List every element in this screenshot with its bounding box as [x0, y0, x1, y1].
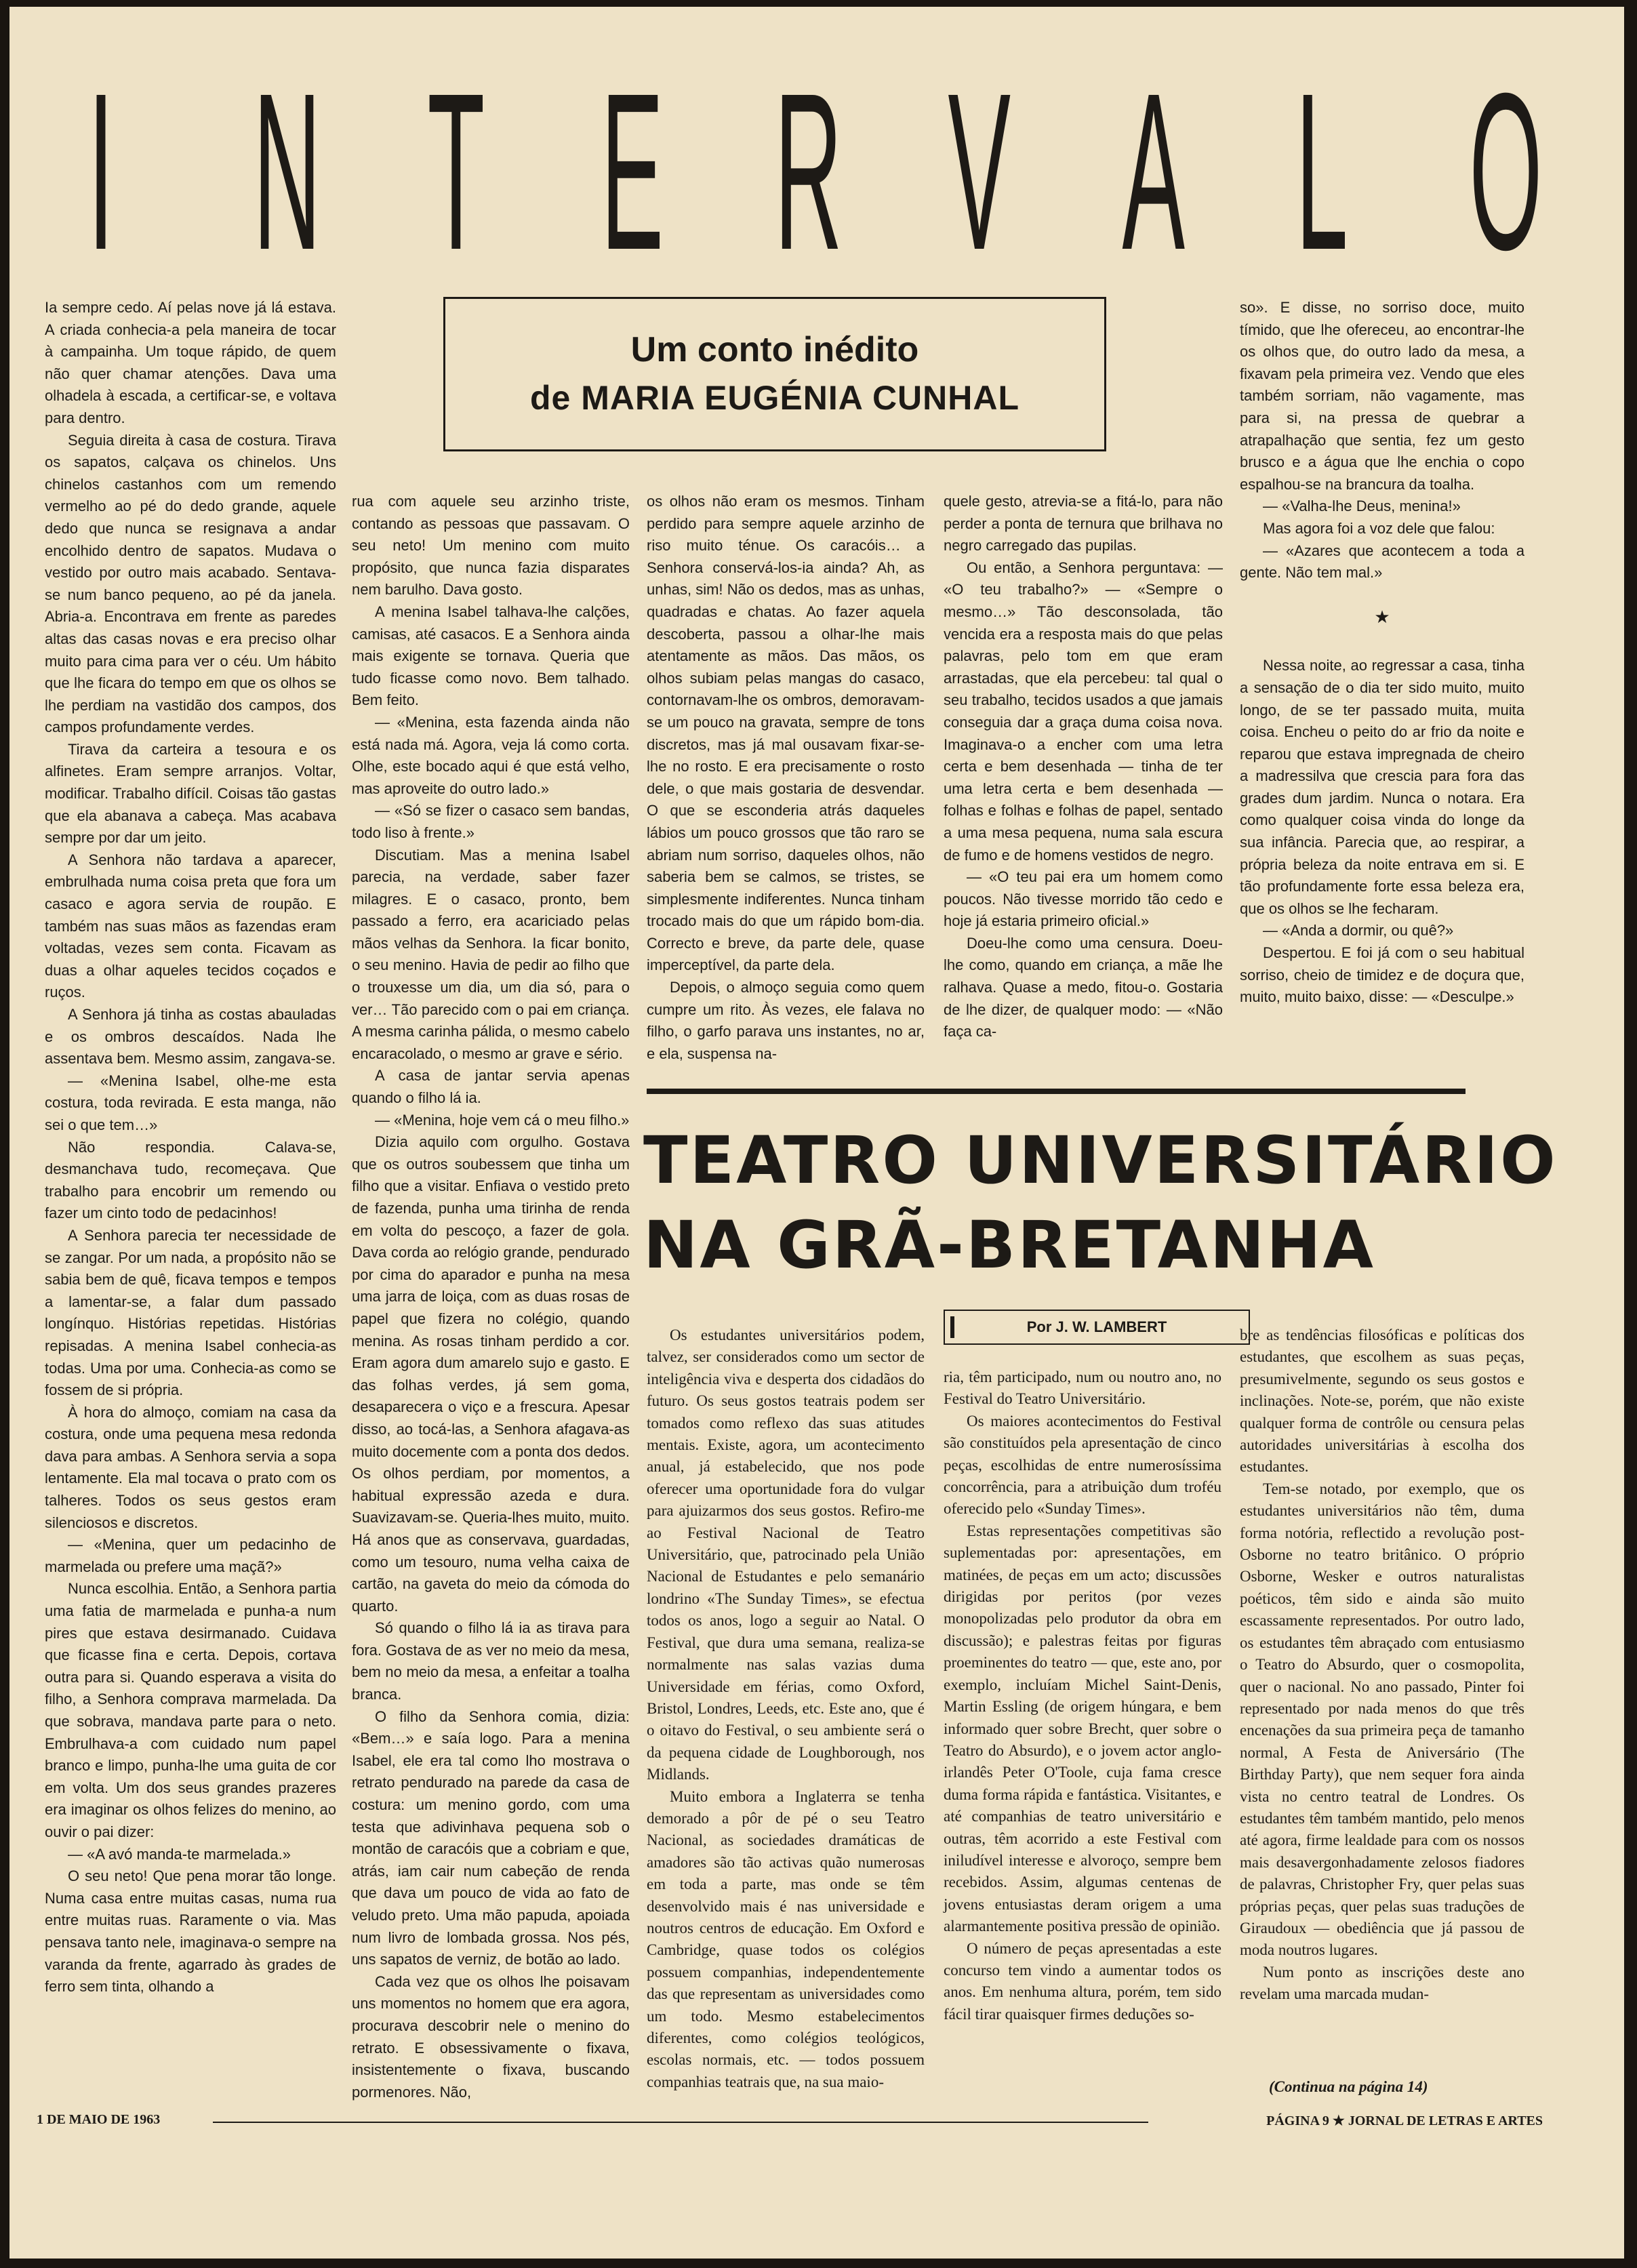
masthead-letter: I — [87, 46, 115, 296]
story-paragraph: O seu neto! Que pena morar tão longe. Numa casa entre muitas casas, numa rua entre muitas ruas. Raramente o via. Mas pensava tanto nele, imaginava-o sempre na varanda da frente, agarrado às grades de ferro sem tinta, olhando a — [45, 1867, 336, 1996]
masthead-letter: L — [1295, 46, 1348, 296]
article-paragraph: bre as tendências filosóficas e políticas dos estudantes, que escolhem as suas peças, presumivelmente, segundo os seus gostos e inclinações. Note-se, porém, que não existe qualquer forma de contrôle ou censura pelas autoridades universitárias à escolha dos estudantes. — [1240, 1327, 1524, 1476]
story-paragraph: Seguia direita à casa de costura. Tirava os sapatos, calçava os chinelos. Uns chinelos castanhos com um remendo vermelho ao pé do dedo grande, aquele dedo que nunca se resignava a andar encolhido dentro de sapatos. Mudava o vestido por outro mais acabado. Sentava-se num banco pequeno, ao pé da janela. Abria-a. Encontrava em frente as paredes altas das casas novas e era preciso olhar muito para cima para ver o céu. Um hábito que lhe ficara do tempo em que os olhos se lhe perdiam na vastidão dos campos, dos campos profundamente verdes. — [45, 431, 336, 736]
story-title: Um conto inédito — [630, 330, 919, 369]
story-paragraph: Não respondia. Calava-se, desmanchava tudo, recomeçava. Que trabalho para encobrir um remendo ou fazer um cinto todo de pedacinhos! — [45, 1138, 336, 1222]
story-paragraph: — «Valha-lhe Deus, menina!» — [1263, 498, 1461, 515]
continued-note: (Continua na página 14) — [1269, 2078, 1428, 2095]
masthead-letter: N — [253, 46, 321, 296]
article-paragraph: O número de peças apresentadas a este concurso tem vindo a aumentar todos os anos. Em nenhuma altura, porém, tem sido fácil tirar quaisquer firmes deduções so- — [944, 1939, 1221, 2023]
story-paragraph: A Senhora já tinha as costas abauladas e os ombros descaídos. Nada lhe assentava bem. Mesmo assim, zangava-se. — [45, 1006, 336, 1068]
article-byline — [944, 1310, 1250, 1345]
story-paragraph: quele gesto, atrevia-se a fitá-lo, para não perder a ponta de ternura que brilhava no negro carregado das pupilas. — [944, 493, 1223, 554]
story-paragraph: Mas agora foi a voz dele que falou: — [1263, 519, 1495, 537]
story-paragraph: Só quando o filho lá ia as tirava para fora. Gostava de as ver no meio da mesa, bem no meio da mesa, a enfeitar a toalha branca. — [352, 1619, 630, 1703]
story-paragraph: A casa de jantar servia apenas quando o filho lá ia. — [352, 1067, 630, 1107]
story-column-4 — [944, 491, 1223, 1043]
story-paragraph: — «Menina, hoje vem cá o meu filho.» — [375, 1111, 630, 1129]
footer-page-info: PÁGINA 9 ★ JORNAL DE LETRAS E ARTES — [1266, 2113, 1543, 2128]
story-column-1 — [45, 297, 336, 1998]
masthead-letter: O — [1469, 46, 1543, 296]
masthead-intervalo — [50, 46, 1543, 296]
article-divider — [647, 1089, 1466, 1094]
article-column-1 — [647, 1324, 925, 2093]
story-paragraph: À hora do almoço, comiam na casa da costura, onde uma pequena mesa redonda dava para ambas. A Senhora servia a sopa lentamente. Ela mal tocava o prato com os talheres. Todos os seus gestos eram silenciosos e discretos. — [45, 1403, 336, 1531]
story-paragraph: — «Menina, quer um pedacinho de marmelada ou prefere uma maçã?» — [45, 1536, 336, 1575]
story-paragraph: — «Só se fizer o casaco sem bandas, todo liso à frente.» — [352, 802, 630, 841]
masthead-letter: E — [601, 46, 664, 296]
story-paragraph: — «O teu pai era um homem como poucos. Não tivesse morrido tão cedo e hoje já estaria primeiro oficial.» — [944, 868, 1223, 930]
story-paragraph: Discutiam. Mas a menina Isabel parecia, na verdade, saber fazer milagres. E o casaco, pronto, bem passado a ferro, era acariciado pelas mãos velhas da Senhora. Ia ficar bonito, o seu menino. Havia de pedir ao filho que o trouxesse um dia, um dia só, para o ver… Tão parecido com o pai em criança. A mesma carinha pálida, o mesmo cabelo encaracolado, o mesmo ar grave e sério. — [352, 846, 630, 1062]
story-paragraph: — «A avó manda-te marmelada.» — [68, 1845, 291, 1863]
story-paragraph: O filho da Senhora comia, dizia: «Bem…» e saía logo. Para a menina Isabel, ele era tal como lho mostrava o retrato pendurado na parede da casa de costura: um menino gordo, com uma testa que adivinhava pequena sob o montão de caracóis que a cobriam e que, atrás, iam cair num cabeção de renda que dava um pouco de vida ao fato de veludo preto. Uma mão papuda, apoiada num livro de lombada grossa. Nos pés, uns sapatos de verniz, de botão ao lado. — [352, 1707, 630, 1968]
article-paragraph: Muito embora a Inglaterra se tenha demorado a pôr de pé o seu Teatro Nacional, as sociedades dramáticas de amadores são tão activas quão numerosas em toda a parte, mas onde se têm desenvolvido mais é nas universidade e noutros centros de educação. Em Oxford e Cambridge, quase todos os colégios possuem companhias, independentemente das que representam as universidades como um todo. Mesmo estabelecimentos diferentes, como colégios teológicos, escolas normais, etc. — todos possuem companhias teatrais que, na sua maio- — [647, 1787, 925, 2090]
story-paragraph: so». E disse, no sorriso doce, muito tímido, que lhe ofereceu, ao encontrar-lhe os olhos que, do outro lado da mesa, a fixavam pela primeira vez. Vendo que eles também sorriam, não vagamente, mas para si, na pressa de quebrar a atrapalhação que sentia, fez um gesto brusco e a água que lhe enchia o copo espalhou-se na brancura da toalha. — [1240, 299, 1524, 493]
story-paragraph: Doeu-lhe como uma censura. Doeu-lhe como, quando em criança, a mãe lhe ralhava. Quase a medo, fitou-o. Gostaria de lhe dizer, de qualquer modo: — «Não faça ca- — [944, 934, 1223, 1040]
story-paragraph: A Senhora parecia ter necessidade de se zangar. Por um nada, a propósito não se sabia bem de quê, ficava tempos e tempos a lamentar-se, a falar dum passado longínquo. Histórias repetidas. Histórias repisadas. A menina Isabel conhecia-as todas. Uma por uma. Conhecia-as como se fossem de si própria. — [45, 1226, 336, 1399]
masthead-letter: A — [1122, 46, 1185, 296]
article-paragraph: Num ponto as inscrições deste ano revelam uma marcada mudan- — [1240, 1963, 1524, 2003]
story-paragraph: A menina Isabel talhava-lhe calções, camisas, até casacos. E a Senhora ainda mais exigente se tornava. Queria que tudo ficasse como novo. Bem talhado. Bem feito. — [352, 603, 630, 709]
masthead-letter: T — [427, 46, 485, 296]
article-paragraph: Tem-se notado, por exemplo, que os estudantes universitários não têm, duma forma notória, reflectido a revolução post-Osborne no teatro britânico. O próprio Osborne, Wesker e outros naturalistas poéticos, têm sido e ainda são muito escassamente representados. Por outro lado, os estudantes têm abraçado com entusiasmo o Teatro do Absurdo, quer o cosmopolita, quer o nacional. No ano passado, Pinter foi representado por nada menos do que três encenações da sua primeira peça de tamanho normal, A Festa de Aniversário (The Birthday Party), que nem sequer fora ainda vista no centro teatral de Londres. Os estudantes têm também mantido, pelo menos até agora, firme lealdade para com os nossos mais desavergonhadamente zelosos fiadores de palavras, Christopher Fry, quer pelas suas próprias peças, quer pelas suas traduções de Giraudoux — obediência que já passou de moda noutros lugares. — [1240, 1480, 1524, 1959]
story-paragraph: Ia sempre cedo. Aí pelas nove já lá estava. A criada conhecia-a pela maneira de tocar à campainha. Um toque rápido, de quem não quer chamar atenções. Dava uma olhadela à escada, a certificar-se, e voltava para dentro. — [45, 299, 336, 426]
article-paragraph: Os maiores acontecimentos do Festival são constituídos pela apresentação de cinco peças, escolhidas de entre numerosíssima concorrência, para a atribuição dum troféu oferecido pelo «Sunday Times». — [944, 1412, 1221, 1518]
article-paragraph: Estas representações competitivas são suplementadas por: apresentações, em matinées, de peças em um acto; discussões dirigidas por peritos (por vezes monopolizadas pelo produtor da obra em discussão); e palestras feitas por figuras proeminentes do teatro — que, este ano, por exemplo, incluíam Michel Saint-Denis, Martin Essling (de origem húngara, e bem informado quer sobre Brecht, quer sobre o Teatro do Absurdo), e o jovem actor anglo-irlandês Peter O'Toole, cuja fama cresce duma forma rápida e fantástica. Visitantes, e até companhias de teatro universitário e outras, têm acorrido a este Festival com iniludível interesse e alvoroço, sempre bem recebidos. Assim, algumas centenas de jovens entusiastas deram origem a uma alarmantemente positiva pressão de opinião. — [944, 1522, 1221, 1935]
article-headline — [643, 1118, 1558, 1288]
story-column-5 — [1240, 297, 1524, 1009]
story-paragraph: Ou então, a Senhora perguntava: — «O teu trabalho?» — «Sempre o mesmo…» Tão desconsolada, tão vencida era a resposta mais do que pelas palavras, pelo tom em que eram arrastadas, que ela percebeu: tal qual o seu trabalho, tecidos usados a que jamais conseguia dar a graça duma coisa nova. Imaginava-o a encher com uma letra certa e bem desenhada — tinha de ter uma letra certa e bem desenhada — folhas e folhas e folhas de papel, sentado a uma mesa pequena, numa sala escura de fumo e de homens vestidos de negro. — [944, 559, 1223, 864]
masthead-letter: R — [774, 46, 843, 296]
article-paragraph: Os estudantes universitários podem, talvez, ser considerados como um sector de inteligência viva e desperta dos cidadãos do futuro. Os seus gostos teatrais podem ser tomados como reflexo das suas atitudes mentais. Existe, agora, um acontecimento anual, já estabelecido, que nos pode oferecer uma oportunidade fora do vulgar para ajuizarmos dos seus gostos. Refiro-me ao Festival Nacional de Teatro Universitário, que, patrocinado pela União Nacional de Estudantes e pelo semanário londrino «The Sunday Times», se efectua todos os anos, logo a seguir ao Natal. O Festival, que dura uma semana, realiza-se normalmente nas salas vazias duma Universidade em férias, como Oxford, Bristol, Londres, Leeds, etc. Este ano, que é o oitavo do Festival, o seu ambiente será o da pequena cidade de Loughborough, nos Midlands. — [647, 1327, 925, 1783]
story-paragraph: Nunca escolhia. Então, a Senhora partia uma fatia de marmelada e punha-a num pires que estava desirmanado. Cuidava que ficasse fina e certa. Depois, cortava outra para si. Quando esperava a visita do filho, a Senhora comprava marmelada. Da que sobrava, mandava parte para o neto. Embrulhava-a com cuidado num papel branco e limpo, punha-lhe uma guita de cor em volta. Um dos seus grandes prazeres era imaginar os olhos felizes do menino, ao ouvir o pai dizer: — [45, 1580, 336, 1840]
story-paragraph: Dizia aquilo com orgulho. Gostava que os outros soubessem que tinha um filho que a visitar. Enfiava o vestido preto de fazenda, punha uma tirinha de renda em volta do pescoço, a fazer de gola. Dava corda ao relógio grande, pendurado por cima do aparador e punha na mesa uma jarra de loiça, com as duas rosas de papel que fizera no colégio, quando menina. As rosas tinham perdido a cor. Eram agora dum amarelo sujo e gasto. E das folhas verdes, já sem goma, desaparecera o viço e a frescura. Apesar disso, ao tocá-las, a Senhora afagava-as muito docemente com a ponta dos dedos. Os olhos perdiam, por momentos, a habitual expressão azeda e dura. Suavizavam-se. Queria-lhes muito, muito. Há anos que as conservava, guardadas, como um tesouro, numa velha caixa de cartão, na gaveta do meio da cómoda do quarto. — [352, 1133, 630, 1615]
headline-line-1: TEATRO UNIVERSITÁRIO — [643, 1122, 1558, 1198]
story-paragraph: os olhos não eram os mesmos. Tinham perdido para sempre aquele arzinho de riso muito ténue. Os caracóis… a Senhora conservá-los-ia ainda? Ah, as unhas, sim! Não os dedos, mas as unhas, quadradas e chatas. Ao fazer aquela descoberta, passou a olhar-lhe mais atentamente as mãos. Das mãos, os olhos subiam pelas mangas do casaco, contornavam-lhe os ombros, demoravam-se um pouco na gravata, sempre de tons discretos, mas já mal ousavam fixar-se-lhe no rosto. E era precisamente o rosto dele, o que mais gostaria de desvendar. O que se esconderia atrás daqueles lábios um pouco grossos que tão raro se abriam num sorriso, daqueles olhos, não saberia bem se calmos, se tristes, se simplesmente indiferentes. Nunca tinham trocado mais do que um rápido bom-dia. Correcto e breve, da parte dele, quase imperceptível, da parte dela. — [647, 493, 925, 974]
byline-text: Por J. W. LAMBERT — [1026, 1318, 1167, 1335]
story-paragraph: Nessa noite, ao regressar a casa, tinha a sensação de o dia ter sido muito, muito longo, de se ter passado muita, muita coisa. Encheu o peito do ar frio da noite e reparou que estava impregnada de cheiro a madressilva que crescia para fora das grades dum jardim. Nunca o notara. Era como qualquer coisa vinda do longe da sua infância. Parecia que, ao respirar, a própria beleza da noite entrava em si. E tão profundamente forte essa beleza era, que os olhos se lhe fecharam. — [1240, 657, 1524, 917]
byline-bar — [950, 1316, 954, 1338]
story-paragraph: A Senhora não tardava a aparecer, embrulhada numa coisa preta que fora um casaco e agora servia de roupão. E também nas suas mãos as fazendas eram voltadas, vezes sem conta. Ficavam as duas a olhar aqueles tecidos coçados e ruços. — [45, 851, 336, 1001]
story-paragraph: Tirava da carteira a tesoura e os alfinetes. Eram sempre arranjos. Voltar, modificar. Trabalho difícil. Coisas tão gastas que ela abanava a cabeça. Mas acabava sempre por dar um jeito. — [45, 740, 336, 847]
story-column-3 — [647, 491, 925, 1065]
newspaper-page — [9, 7, 1624, 2259]
story-paragraph: rua com aquele seu arzinho triste, contando as pessoas que passavam. O seu neto! Um menino com muito propósito, que nunca fazia disparates nem barulho. Dava gosto. — [352, 493, 630, 599]
footer-rule — [213, 2122, 1148, 2123]
section-star-icon: ★ — [1374, 606, 1390, 627]
story-paragraph: Depois, o almoço seguia como quem cumpre um rito. Às vezes, ele falava no filho, o garfo parava uns instantes, no ar, e ela, suspensa na- — [647, 979, 925, 1062]
story-column-2 — [352, 491, 630, 2103]
headline-line-2: NA GRÃ-BRETANHA — [643, 1207, 1375, 1283]
story-paragraph: — «Menina, esta fazenda ainda não está nada má. Agora, veja lá como corta. Olhe, este bocado aqui é que está velho, mas aproveite do outro lado.» — [352, 713, 630, 797]
story-paragraph: — «Anda a dormir, ou quê?» — [1263, 922, 1454, 939]
article-column-2 — [944, 1366, 1221, 2025]
story-author: de MARIA EUGÉNIA CUNHAL — [529, 379, 1020, 417]
footer-date: 1 DE MAIO DE 1963 — [37, 2112, 161, 2127]
story-paragraph: — «Menina Isabel, olhe-me esta costura, toda revirada. E esta manga, não sei o que tem…» — [45, 1072, 336, 1133]
story-paragraph: Cada vez que os olhos lhe poisavam uns momentos no homem que era agora, procurava descobrir nele o menino do retrato. E obsessivamente o fixava, insistentemente o fixava, buscando pormenores. Não, — [352, 1972, 630, 2101]
masthead-letter: V — [948, 46, 1011, 296]
story-title-box — [443, 297, 1106, 451]
article-column-3 — [1240, 1324, 1524, 2006]
story-paragraph: — «Azares que acontecem a toda a gente. Não tem mal.» — [1240, 542, 1524, 582]
article-paragraph: ria, têm participado, num ou noutro ano, no Festival do Teatro Universitário. — [944, 1369, 1221, 1408]
story-paragraph: Despertou. E foi já com o seu habitual sorriso, cheio de timidez e de doçura que, muito, muito baixo, disse: — «Desculpe.» — [1240, 944, 1524, 1006]
